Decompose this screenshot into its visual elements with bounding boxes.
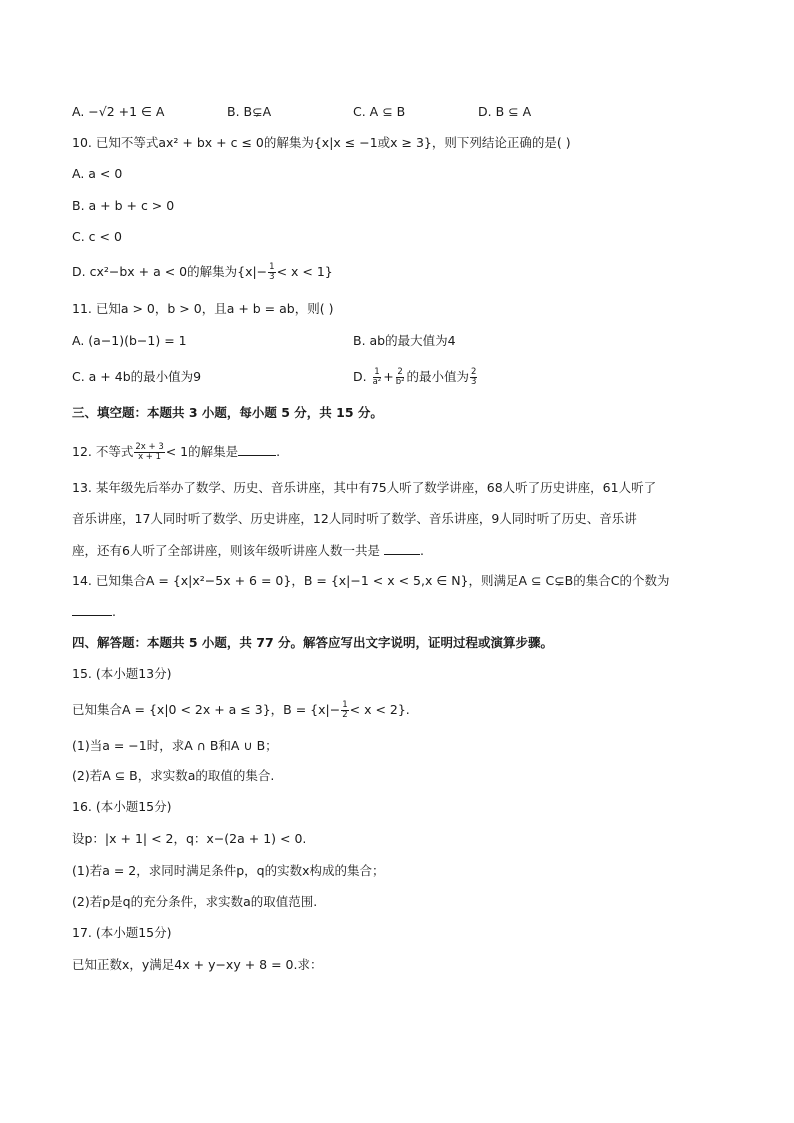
fraction — [134, 443, 164, 462]
fraction — [470, 368, 477, 387]
q17-header: 17. (本小题15分) — [72, 925, 172, 940]
q11-option-d-pre: D. — [353, 369, 367, 384]
q16-part-1: (1)若a = 2，求同时满足条件p，q的实数x构成的集合； — [72, 863, 385, 878]
q10-option-c: C. c < 0 — [72, 229, 122, 244]
q12-end: . — [276, 444, 281, 459]
fraction-denominator: 3 — [269, 272, 275, 282]
fraction-denominator: 2 — [342, 710, 348, 720]
q12-pre: 12. 不等式 — [72, 444, 134, 459]
fraction — [268, 263, 275, 282]
q14-line-2 — [72, 601, 116, 622]
q12 — [72, 441, 280, 462]
q13-line-1: 13. 某年级先后举办了数学、历史、音乐讲座，其中有75人听了数学讲座，68人听了历史讲座，61人听了 — [72, 480, 657, 495]
q11-option-b: B. ab的最大值为4 — [353, 333, 456, 348]
q16-header: 16. (本小题15分) — [72, 799, 172, 814]
q13-line-2: 音乐讲座，17人同时听了数学、历史讲座，12人同时听了数学、音乐讲座，9人同时听了历史、音乐讲 — [72, 511, 637, 526]
q10-option-d-post: < x < 1} — [276, 264, 333, 279]
q10-option-b: B. a + b + c > 0 — [72, 198, 175, 213]
q13-end: . — [419, 543, 424, 558]
answer-blank[interactable] — [384, 540, 420, 555]
fraction-numerator: 1 — [269, 262, 275, 272]
fraction-denominator: 3 — [471, 377, 477, 387]
fraction — [341, 701, 348, 720]
section-heading-solutions: 四、解答题：本题共 5 小题，共 77 分。解答应写出文字说明，证明过程或演算步骤。 — [72, 635, 554, 650]
q15-part-2: (2)若A ⊆ B，求实数a的取值的集合. — [72, 768, 275, 783]
fraction-numerator: 2 — [397, 367, 403, 377]
answer-blank[interactable] — [72, 601, 112, 616]
q9-option-b: B. B⊊A — [227, 104, 272, 119]
q12-post: < 1的解集是 — [165, 444, 239, 459]
q10-option-d-pre: D. cx²−bx + a < 0的解集为{x|− — [72, 264, 268, 279]
q16-part-2: (2)若p是q的充分条件，求实数a的取值范围. — [72, 894, 318, 909]
q13-line-3 — [72, 540, 424, 561]
fraction-denominator: b² — [395, 377, 405, 387]
q9-option-a: A. −√2 +1 ∈ A — [72, 104, 165, 119]
q11-stem: 11. 已知a > 0，b > 0，且a + b = ab，则( ) — [72, 301, 334, 316]
q15-stem-pre: 已知集合A = {x|0 < 2x + a ≤ 3}，B = {x|− — [72, 702, 341, 717]
section-heading-fill-in: 三、填空题：本题共 3 小题，每小题 5 分，共 15 分。 — [72, 405, 383, 420]
q11-option-d — [353, 367, 478, 387]
fraction-denominator: a² — [372, 377, 382, 387]
fraction — [372, 368, 383, 387]
q9-option-d: D. B ⊆ A — [478, 104, 532, 119]
fraction — [395, 368, 406, 387]
q14-end: . — [112, 604, 116, 619]
fraction-numerator: 1 — [342, 700, 348, 710]
q15-stem — [72, 700, 410, 720]
fraction-numerator: 2x + 3 — [135, 442, 164, 452]
q15-part-1: (1)当a = −1时，求A ∩ B和A ∪ B； — [72, 738, 278, 753]
fraction-denominator: x + 1 — [138, 452, 162, 462]
q17-stem: 已知正数x，y满足4x + y−xy + 8 = 0.求： — [72, 957, 323, 972]
answer-blank[interactable] — [238, 441, 276, 456]
q13-line-3-text: 座，还有6人听了全部讲座，则该年级听讲座人数一共是 — [72, 543, 380, 558]
q11-option-a: A. (a−1)(b−1) = 1 — [72, 333, 187, 348]
fraction-numerator: 2 — [471, 367, 477, 377]
q9-option-c: C. A ⊆ B — [353, 104, 406, 119]
q10-option-d — [72, 262, 333, 282]
plus-sign: + — [383, 369, 394, 384]
q11-option-d-mid: 的最小值为 — [406, 369, 470, 384]
q15-header: 15. (本小题13分) — [72, 666, 172, 681]
q16-stem: 设p：|x + 1| < 2，q：x−(2a + 1) < 0. — [72, 831, 307, 846]
q14-line-1: 14. 已知集合A = {x|x²−5x + 6 = 0}，B = {x|−1 < x < 5,x ∈ N}，则满足A ⊆ C⊊B的集合C的个数为 — [72, 573, 670, 588]
q15-stem-post: < x < 2}. — [349, 702, 410, 717]
q10-stem: 10. 已知不等式ax² + bx + c ≤ 0的解集为{x|x ≤ −1或x ≥ 3}，则下列结论正确的是( ) — [72, 135, 571, 150]
q11-option-c: C. a + 4b的最小值为9 — [72, 369, 202, 384]
q10-option-a: A. a < 0 — [72, 166, 123, 181]
fraction-numerator: 1 — [374, 367, 380, 377]
